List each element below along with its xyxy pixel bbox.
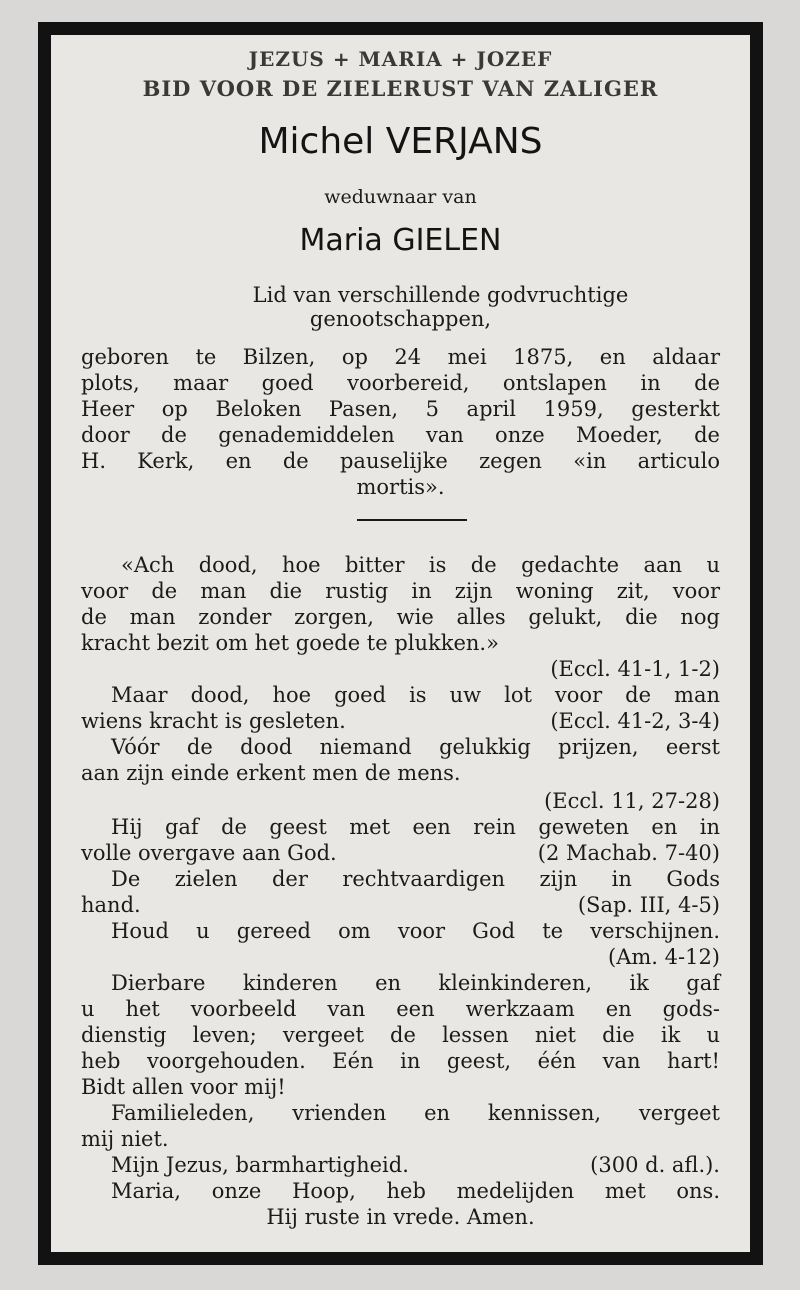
verse-reference: (Eccl. 11, 27-28): [544, 789, 720, 813]
verse-reference: (Sap. III, 4-5): [577, 893, 720, 917]
prayer-line: BID VOOR DE ZIELERUST VAN ZALIGER: [142, 76, 659, 101]
divider: [357, 519, 467, 521]
verse-line: Maar dood, hoe goed is uw lot voor de man: [111, 683, 720, 707]
verse-line: De zielen der rechtvaardigen zijn in Gods: [111, 867, 720, 891]
bio-line: geboren te Bilzen, op 24 mei 1875, en aldaar: [81, 345, 720, 369]
bio-line: Lid van verschillende godvruchtige: [252, 283, 629, 307]
verse-line: «Ach dood, hoe bitter is de gedachte aan u: [121, 553, 720, 577]
verse-line: aan zijn einde erkent men de mens.: [81, 761, 461, 785]
closing-line: Hij ruste in vrede. Amen.: [266, 1205, 535, 1229]
verse-line: mij niet.: [81, 1127, 169, 1151]
verse-reference: (Eccl. 41-1, 1-2): [550, 657, 720, 681]
verse-reference: (300 d. afl.).: [590, 1153, 720, 1177]
bio-line: genootschappen,: [309, 307, 492, 331]
verse-line: Dierbare kinderen en kleinkinderen, ik gaf: [111, 971, 720, 995]
verse-line: Familieleden, vrienden en kennissen, vergeet: [111, 1101, 720, 1125]
bio-line: Heer op Beloken Pasen, 5 april 1959, gesterkt: [81, 397, 720, 421]
verse-reference: (2 Machab. 7-40): [537, 841, 720, 865]
verse-line: Hij gaf de geest met een rein geweten en in: [111, 815, 720, 839]
verse-line: Maria, onze Hoop, heb medelijden met ons.: [111, 1179, 720, 1203]
verse-line: Houd u gereed om voor God te verschijnen.: [111, 919, 720, 943]
verse-line: kracht bezit om het goede te plukken.»: [81, 631, 499, 655]
deceased-name: Michel VERJANS: [258, 121, 543, 162]
bio-line: H. Kerk, en de pauselijke zegen «in articulo: [81, 449, 720, 473]
verse-reference: (Am. 4-12): [608, 945, 720, 969]
verse-line: volle overgave aan God.: [81, 841, 337, 865]
verse-line: de man zonder zorgen, wie alles gelukt, die nog: [81, 605, 720, 629]
verse-line: dienstig leven; vergeet de lessen niet die ik u: [81, 1023, 720, 1047]
verse-line: u het voorbeeld van een werkzaam en gods-: [81, 997, 720, 1021]
bio-line: door de genademiddelen van onze Moeder, de: [81, 423, 720, 447]
relation-label: weduwnaar van: [324, 186, 477, 208]
verse-reference: (Eccl. 41-2, 3-4): [550, 709, 720, 733]
verse-line: heb voorgehouden. Eén in geest, één van hart!: [81, 1049, 720, 1073]
verse-line: Mijn Jezus, barmhartigheid.: [111, 1153, 409, 1177]
invocation: JEZUS + MARIA + JOZEF: [248, 47, 553, 71]
verse-line: voor de man die rustig in zijn woning zit, voor: [81, 579, 720, 603]
verse-line: Vóór de dood niemand gelukkig prijzen, eerst: [111, 735, 720, 759]
bio-line: mortis».: [356, 475, 445, 499]
verse-line: Bidt allen voor mij!: [81, 1075, 286, 1099]
verse-line: hand.: [81, 893, 141, 917]
memorial-card: [51, 35, 750, 1252]
spouse-name: Maria GIELEN: [299, 223, 502, 258]
bio-line: plots, maar goed voorbereid, ontslapen in de: [81, 371, 720, 395]
verse-line: wiens kracht is gesleten.: [81, 709, 346, 733]
